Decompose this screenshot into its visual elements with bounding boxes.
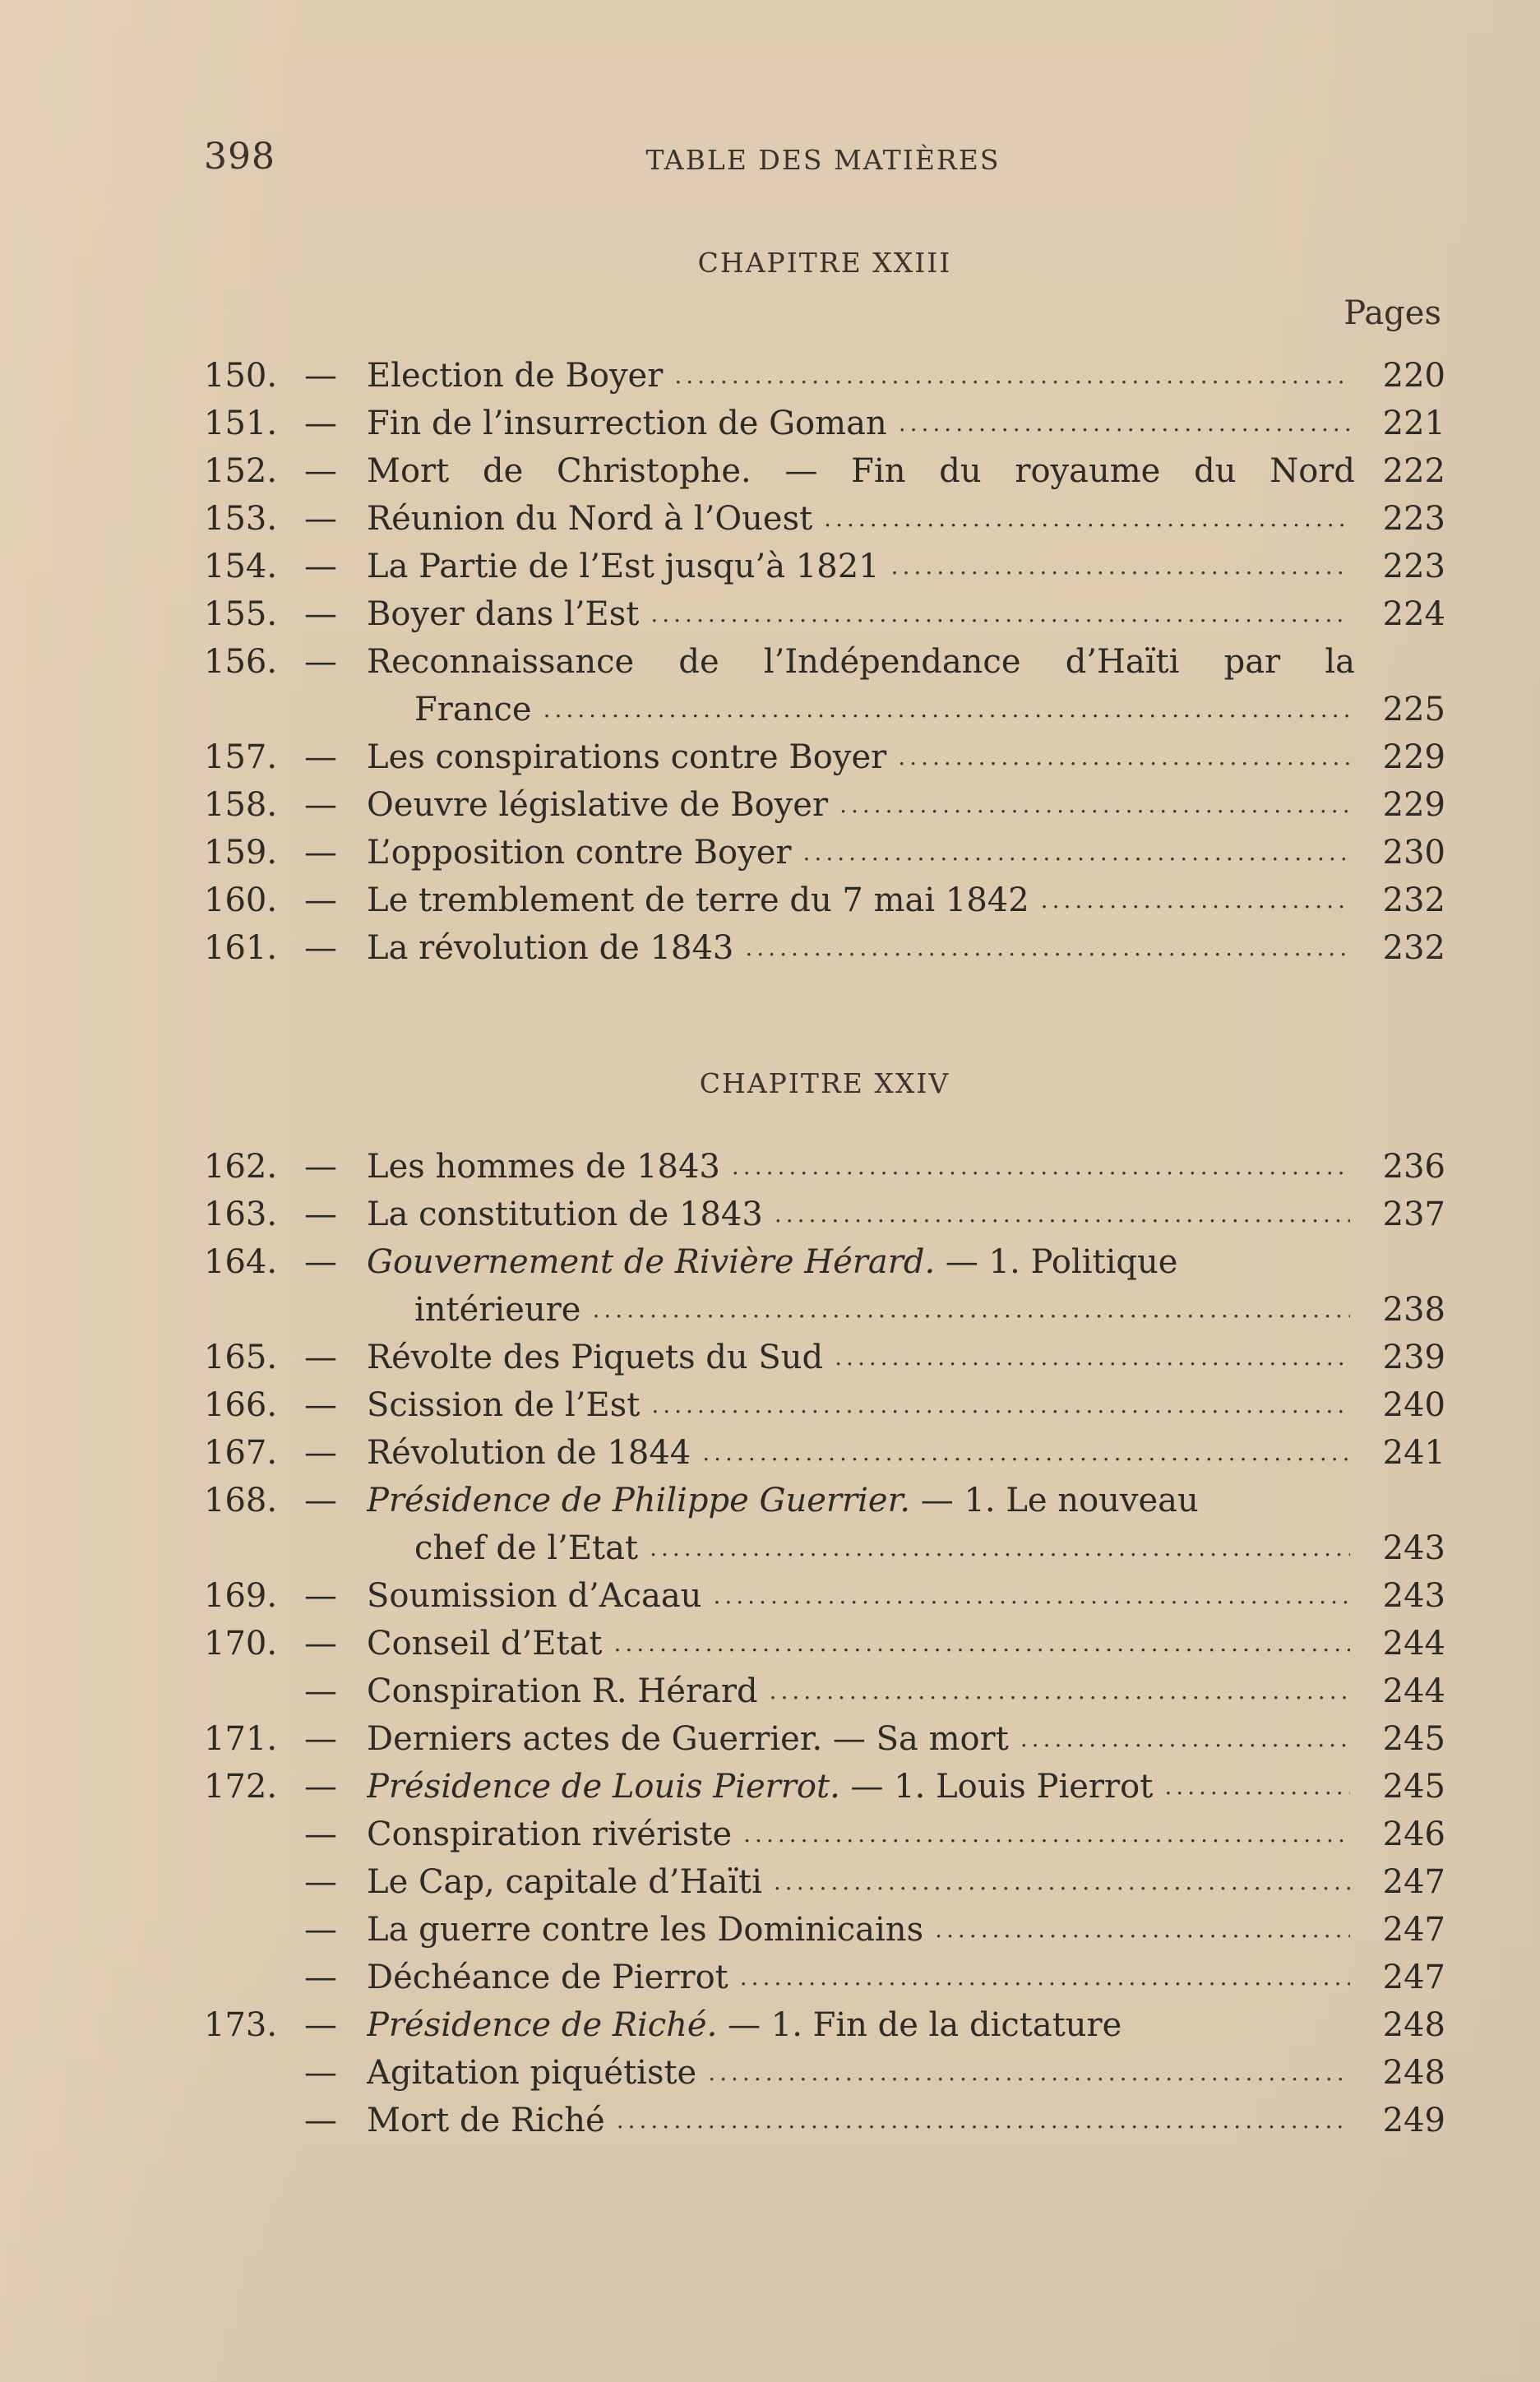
entry-dash: — [304,1386,337,1424]
toc-subentry[interactable] [204,1667,1445,1715]
entry-dash: — [304,1959,337,1996]
toc-subentry[interactable] [204,2097,1445,2144]
entry-page: 245 [1382,1768,1445,1806]
entry-title: La constitution de 1843 [367,1196,763,1233]
dot-leader [824,495,1350,543]
entry-title-italic: Présidence de Louis Pierrot. [367,1768,840,1806]
toc-entry[interactable] [204,590,1445,638]
entry-title-italic: Présidence de Riché. [367,2006,718,2044]
dot-leader [708,2049,1350,2097]
dot-leader [1020,1715,1350,1763]
entry-page: 248 [1382,2006,1445,2044]
entry-title: Le Cap, capitale d’Haïti [367,1863,762,1901]
entry-page: 246 [1382,1815,1445,1853]
dot-leader [745,924,1350,972]
dot-leader [770,1667,1350,1715]
entry-dash: — [304,1243,337,1281]
dot-leader [775,1191,1350,1238]
entry-page: 247 [1382,1863,1445,1901]
entry-dash: — [304,548,337,585]
toc-entry[interactable] [204,1620,1445,1667]
running-title: TABLE DES MATIÈRES [645,144,1001,176]
entry-dash: — [304,595,337,633]
entry-title: Oeuvre législative de Boyer [367,786,829,824]
entry-number: 158. [204,786,278,824]
toc-entry[interactable] [204,447,1445,495]
entry-number: 153. [204,500,278,538]
entry-number: 173. [204,2006,278,2044]
entry-title: Reconnaissance de l’Indépendance d’Haïti par la [367,643,1355,681]
entry-page: 240 [1382,1386,1445,1424]
entry-title: La guerre contre les Dominicains [367,1911,924,1949]
entry-page: 222 [1382,452,1445,490]
entry-number: 168. [204,1482,278,1519]
entry-title: L’opposition contre Boyer [367,834,792,872]
toc-entry[interactable] [204,733,1445,781]
dot-leader [839,781,1350,829]
dot-leader [732,1143,1350,1191]
toc-entry[interactable] [204,1477,1445,1524]
entry-page: 243 [1382,1577,1445,1615]
dot-leader [891,543,1350,590]
entry-title-continuation: France [414,691,532,728]
dot-leader [740,1954,1350,2001]
dot-leader [592,1286,1350,1334]
dot-leader [1164,1763,1350,1811]
entry-title-rest: — 1. Politique [935,1243,1178,1281]
entry-page: 220 [1382,357,1445,395]
entry-page: 229 [1382,738,1445,776]
entry-number: 150. [204,357,278,395]
entry-title: Conseil d’Etat [367,1625,603,1663]
entry-dash: — [304,2006,337,2044]
entry-page: 248 [1382,2054,1445,2092]
entry-dash: — [304,1577,337,1615]
entry-dash: — [304,1720,337,1758]
entry-title: Scission de l’Est [367,1386,641,1424]
entry-number: 165. [204,1339,278,1376]
entry-page: 223 [1382,548,1445,585]
entry-number: 164. [204,1243,278,1281]
toc-entry-continuation[interactable] [204,1286,1445,1334]
entry-page: 232 [1382,929,1445,967]
entry-dash: — [304,738,337,776]
toc-subentry[interactable] [204,1954,1445,2001]
entry-dash: — [304,1148,337,1186]
entry-title: La Partie de l’Est jusqu’à 1821 [367,548,880,585]
toc-subentry[interactable] [204,1811,1445,1858]
dot-leader [803,829,1350,876]
entry-title-rest: — 1. Fin de la dictature [717,2006,1122,2044]
entry-title: Mort de Riché [367,2102,605,2139]
toc-entry[interactable] [204,1763,1445,1811]
toc-entry[interactable] [204,495,1445,543]
pages-column-label: Pages [1343,294,1441,332]
toc-chapter-23 [204,352,1445,972]
entry-page: 245 [1382,1720,1445,1758]
entry-number: 152. [204,452,278,490]
entry-title: Conspiration R. Hérard [367,1672,758,1710]
running-head [204,136,1445,185]
dot-leader [674,352,1350,400]
entry-dash: — [304,643,337,681]
entry-page: 241 [1382,1434,1445,1472]
entry-page: 238 [1382,1291,1445,1329]
entry-dash: — [304,405,337,442]
toc-entry-continuation[interactable] [204,1524,1445,1572]
entry-dash: — [304,1625,337,1663]
entry-title-italic: Gouvernement de Rivière Hérard. [367,1243,936,1281]
entry-dash: — [304,1434,337,1472]
entry-title: Soumission d’Acaau [367,1577,702,1615]
entry-title-continuation: chef de l’Etat [414,1529,639,1567]
entry-dash: — [304,1815,337,1853]
entry-title: Fin de l’insurrection de Goman [367,405,887,442]
entry-page: 244 [1382,1625,1445,1663]
entry-number: 161. [204,929,278,967]
toc-entry[interactable] [204,1572,1445,1620]
chapter-title: CHAPITRE XXIV [699,1067,950,1099]
entry-page: 225 [1382,691,1445,728]
dot-leader [543,686,1350,733]
entry-number: 151. [204,405,278,442]
entry-dash: — [304,1768,337,1806]
entry-page: 236 [1382,1148,1445,1186]
entry-page: 249 [1382,2102,1445,2139]
dot-leader [650,590,1350,638]
entry-title: Conspiration rivériste [367,1815,733,1853]
entry-page: 244 [1382,1672,1445,1710]
entry-dash: — [304,881,337,919]
entry-title: Derniers actes de Guerrier. — Sa mort [367,1720,1009,1758]
dot-leader [774,1858,1350,1906]
entry-number: 169. [204,1577,278,1615]
toc-entry[interactable] [204,924,1445,972]
toc-entry[interactable] [204,1715,1445,1763]
entry-page: 230 [1382,834,1445,872]
entry-title: Mort de Christophe. — Fin du royaume du Nord [367,452,1355,490]
page-number: 398 [204,136,275,178]
entry-page: 243 [1382,1529,1445,1567]
entry-title: Déchéance de Pierrot [367,1959,728,1996]
entry-dash: — [304,929,337,967]
entry-title: Agitation piquétiste [367,2054,697,2092]
dot-leader [899,400,1350,447]
entry-number: 155. [204,595,278,633]
entry-number: 171. [204,1720,278,1758]
entry-page: 221 [1382,405,1445,442]
toc-entry[interactable] [204,1334,1445,1381]
entry-title: Les hommes de 1843 [367,1148,720,1186]
toc-entry[interactable] [204,1143,1445,1191]
entry-title: Révolution de 1844 [367,1434,691,1472]
entry-number: 162. [204,1148,278,1186]
entry-dash: — [304,2102,337,2139]
toc-entry[interactable] [204,2001,1445,2049]
toc-entry[interactable] [204,400,1445,447]
entry-number: 159. [204,834,278,872]
toc-subentry[interactable] [204,1858,1445,1906]
entry-dash: — [304,834,337,872]
entry-number: 154. [204,548,278,585]
entry-number: 157. [204,738,278,776]
entry-title: Réunion du Nord à l’Ouest [367,500,813,538]
entry-number: 160. [204,881,278,919]
entry-number: 156. [204,643,278,681]
dot-leader [713,1572,1350,1620]
entry-page: 229 [1382,786,1445,824]
dot-leader [651,1381,1350,1429]
toc-entry[interactable] [204,638,1445,686]
dot-leader [743,1811,1350,1858]
toc-entry-continuation[interactable] [204,686,1445,733]
entry-title-italic: Présidence de Philippe Guerrier. [367,1482,911,1519]
entry-title: Le tremblement de terre du 7 mai 1842 [367,881,1029,919]
dot-leader [650,1524,1350,1572]
toc-subentry[interactable] [204,2049,1445,2097]
entry-number: 163. [204,1196,278,1233]
toc-entry[interactable] [204,1191,1445,1238]
entry-title-rest: — 1. Louis Pierrot [839,1768,1154,1806]
entry-dash: — [304,357,337,395]
dot-leader [617,2097,1350,2144]
toc-entry[interactable] [204,352,1445,400]
dot-leader [835,1334,1350,1381]
entry-dash: — [304,1672,337,1710]
entry-title: Les conspirations contre Boyer [367,738,887,776]
entry-dash: — [304,2054,337,2092]
dot-leader [613,1620,1350,1667]
entry-page: 247 [1382,1911,1445,1949]
entry-title: Election de Boyer [367,357,664,395]
toc-entry[interactable] [204,1238,1445,1286]
entry-title: Révolte des Piquets du Sud [367,1339,824,1376]
entry-dash: — [304,786,337,824]
entry-page: 223 [1382,500,1445,538]
toc-entry[interactable] [204,543,1445,590]
entry-number: 170. [204,1625,278,1663]
entry-dash: — [304,1339,337,1376]
toc-entry[interactable] [204,781,1445,829]
entry-title-rest: — 1. Le nouveau [910,1482,1199,1519]
entry-page: 224 [1382,595,1445,633]
dot-leader [935,1906,1350,1954]
entry-page: 232 [1382,881,1445,919]
entry-page: 247 [1382,1959,1445,1996]
entry-dash: — [304,1196,337,1233]
toc-subentry[interactable] [204,1906,1445,1954]
entry-title: La révolution de 1843 [367,929,734,967]
entry-title: Boyer dans l’Est [367,595,640,633]
entry-number: 166. [204,1386,278,1424]
toc-chapter-24 [204,1143,1445,2144]
toc-entry[interactable] [204,1429,1445,1477]
dot-leader [1041,876,1350,924]
entry-dash: — [304,500,337,538]
entry-page: 239 [1382,1339,1445,1376]
toc-entry[interactable] [204,829,1445,876]
entry-dash: — [304,1911,337,1949]
toc-entry[interactable] [204,876,1445,924]
entry-dash: — [304,1863,337,1901]
entry-number: 167. [204,1434,278,1472]
toc-entry[interactable] [204,1381,1445,1429]
entry-dash: — [304,1482,337,1519]
entry-page: 237 [1382,1196,1445,1233]
dot-leader [898,733,1350,781]
dot-leader [702,1429,1350,1477]
entry-dash: — [304,452,337,490]
entry-number: 172. [204,1768,278,1806]
chapter-title: CHAPITRE XXIII [697,247,952,279]
entry-title-continuation: intérieure [414,1291,581,1329]
